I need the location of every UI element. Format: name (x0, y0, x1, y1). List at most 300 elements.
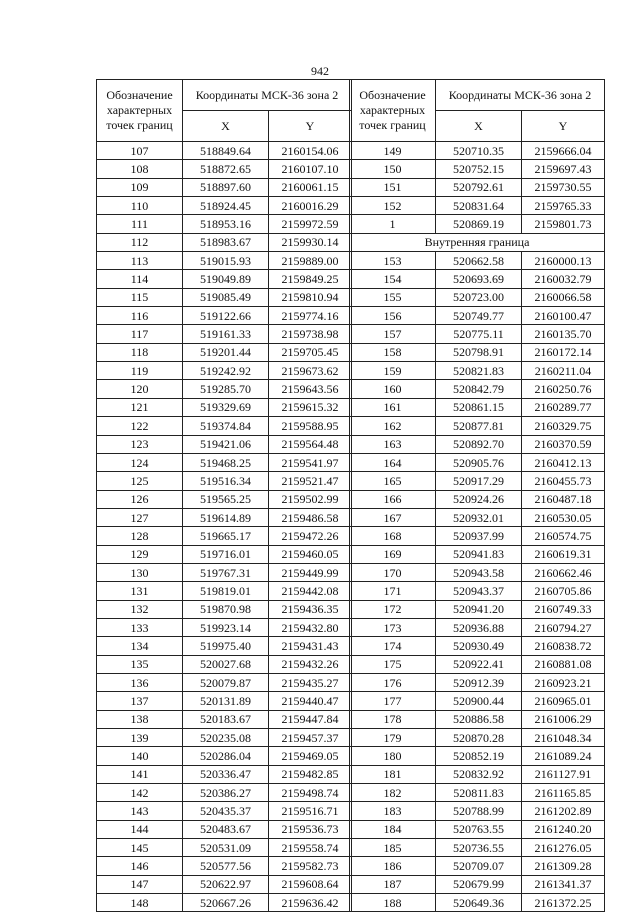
point-number: 116 (97, 307, 183, 325)
table-row (97, 380, 352, 398)
y-coordinate: 2160000.13 (522, 252, 605, 270)
point-number: 138 (97, 710, 183, 728)
y-coordinate: 2161202.89 (522, 802, 605, 820)
point-number: 156 (350, 307, 436, 325)
y-coordinate: 2159435.27 (269, 673, 352, 691)
point-number: 123 (97, 435, 183, 453)
point-number: 143 (97, 802, 183, 820)
y-coordinate: 2159431.43 (269, 637, 352, 655)
x-coordinate: 520821.83 (436, 362, 522, 380)
table-row (350, 563, 605, 581)
table-row (97, 270, 352, 288)
table-row (97, 563, 352, 581)
point-number: 152 (350, 197, 436, 215)
x-coordinate: 520842.79 (436, 380, 522, 398)
y-coordinate: 2161127.91 (522, 765, 605, 783)
y-coordinate: 2159666.04 (522, 142, 605, 160)
y-coordinate: 2160794.27 (522, 618, 605, 636)
point-number: 176 (350, 673, 436, 691)
y-coordinate: 2159889.00 (269, 252, 352, 270)
y-coordinate: 2159486.58 (269, 508, 352, 526)
table-row (97, 600, 352, 618)
x-coordinate: 520943.58 (436, 563, 522, 581)
y-coordinate: 2159498.74 (269, 784, 352, 802)
y-coordinate: 2160329.75 (522, 417, 605, 435)
point-number: 181 (350, 765, 436, 783)
table-row (350, 435, 605, 453)
table-row (350, 472, 605, 490)
x-coordinate: 518849.64 (183, 142, 269, 160)
point-number: 180 (350, 747, 436, 765)
point-number: 134 (97, 637, 183, 655)
point-number: 163 (350, 435, 436, 453)
table-row (97, 637, 352, 655)
x-coordinate: 520937.99 (436, 527, 522, 545)
y-coordinate: 2160250.76 (522, 380, 605, 398)
point-number: 142 (97, 784, 183, 802)
y-coordinate: 2159457.37 (269, 729, 352, 747)
y-header: Y (522, 111, 605, 142)
table-row (350, 894, 605, 912)
point-number: 124 (97, 453, 183, 471)
point-number: 183 (350, 802, 436, 820)
point-designation-header: Обозначение характерных точек границ (97, 80, 183, 142)
table-row (350, 839, 605, 857)
inner-boundary-label: Внутренняя граница (350, 233, 605, 251)
y-coordinate: 2161165.85 (522, 784, 605, 802)
table-row (350, 160, 605, 178)
x-coordinate: 520886.58 (436, 710, 522, 728)
x-coordinate: 519015.93 (183, 252, 269, 270)
point-number: 182 (350, 784, 436, 802)
point-number: 148 (97, 894, 183, 912)
point-number: 149 (350, 142, 436, 160)
table-row (350, 343, 605, 361)
x-coordinate: 519716.01 (183, 545, 269, 563)
x-coordinate: 520131.89 (183, 692, 269, 710)
y-coordinate: 2160881.08 (522, 655, 605, 673)
x-coordinate: 520577.56 (183, 857, 269, 875)
table-row (97, 325, 352, 343)
point-number: 144 (97, 820, 183, 838)
x-coordinate: 519468.25 (183, 453, 269, 471)
point-number: 161 (350, 398, 436, 416)
table-row (97, 398, 352, 416)
y-coordinate: 2159705.45 (269, 343, 352, 361)
table-row (350, 178, 605, 196)
table-row (350, 747, 605, 765)
y-coordinate: 2160032.79 (522, 270, 605, 288)
y-coordinate: 2160061.15 (269, 178, 352, 196)
x-coordinate: 520435.37 (183, 802, 269, 820)
table-row (350, 655, 605, 673)
table-row (350, 875, 605, 893)
point-number: 179 (350, 729, 436, 747)
table-row (97, 435, 352, 453)
y-coordinate: 2159432.80 (269, 618, 352, 636)
y-coordinate: 2159765.33 (522, 197, 605, 215)
point-number: 186 (350, 857, 436, 875)
point-number: 185 (350, 839, 436, 857)
y-coordinate: 2160100.47 (522, 307, 605, 325)
left-table-body (97, 142, 352, 912)
x-coordinate: 520679.99 (436, 875, 522, 893)
table-row (350, 325, 605, 343)
y-coordinate: 2159564.48 (269, 435, 352, 453)
y-coordinate: 2160172.14 (522, 343, 605, 361)
point-number: 108 (97, 160, 183, 178)
coordinates-header: Координаты МСК-36 зона 2 (183, 80, 352, 111)
x-coordinate: 519285.70 (183, 380, 269, 398)
y-coordinate: 2160135.70 (522, 325, 605, 343)
x-coordinate: 520861.15 (436, 398, 522, 416)
point-designation-header: Обозначение характерных точек границ (350, 80, 436, 142)
y-coordinate: 2159738.98 (269, 325, 352, 343)
point-number: 118 (97, 343, 183, 361)
x-coordinate: 519049.89 (183, 270, 269, 288)
table-row (350, 729, 605, 747)
table-row (97, 673, 352, 691)
table-row (97, 692, 352, 710)
x-coordinate: 520912.39 (436, 673, 522, 691)
table-row (350, 582, 605, 600)
x-coordinate: 520667.26 (183, 894, 269, 912)
x-coordinate: 518897.60 (183, 178, 269, 196)
table-row (97, 527, 352, 545)
y-coordinate: 2159643.56 (269, 380, 352, 398)
y-coordinate: 2159730.55 (522, 178, 605, 196)
y-coordinate: 2159541.97 (269, 453, 352, 471)
table-row (97, 160, 352, 178)
point-number: 129 (97, 545, 183, 563)
table-row (97, 307, 352, 325)
y-coordinate: 2159469.05 (269, 747, 352, 765)
x-coordinate: 519975.40 (183, 637, 269, 655)
x-coordinate: 520752.15 (436, 160, 522, 178)
table-row (350, 600, 605, 618)
table-row (97, 839, 352, 857)
x-coordinate: 520286.04 (183, 747, 269, 765)
point-number: 139 (97, 729, 183, 747)
point-number: 112 (97, 233, 183, 251)
table-row (350, 270, 605, 288)
point-number: 107 (97, 142, 183, 160)
point-number: 168 (350, 527, 436, 545)
x-coordinate: 519201.44 (183, 343, 269, 361)
point-number: 188 (350, 894, 436, 912)
table-row (350, 398, 605, 416)
y-coordinate: 2160705.86 (522, 582, 605, 600)
y-coordinate: 2160412.13 (522, 453, 605, 471)
table-row (97, 765, 352, 783)
y-coordinate: 2159482.85 (269, 765, 352, 783)
x-coordinate: 520749.77 (436, 307, 522, 325)
table-row (350, 490, 605, 508)
table-row (97, 618, 352, 636)
y-coordinate: 2160016.29 (269, 197, 352, 215)
y-coordinate: 2159449.99 (269, 563, 352, 581)
x-coordinate: 520622.97 (183, 875, 269, 893)
x-coordinate: 520917.29 (436, 472, 522, 490)
y-coordinate: 2159432.26 (269, 655, 352, 673)
y-coordinate: 2160455.73 (522, 472, 605, 490)
table-row (97, 288, 352, 306)
x-coordinate: 520900.44 (436, 692, 522, 710)
y-coordinate: 2160662.46 (522, 563, 605, 581)
point-number: 162 (350, 417, 436, 435)
table-row (350, 820, 605, 838)
point-number: 109 (97, 178, 183, 196)
table-row (97, 490, 352, 508)
point-number: 166 (350, 490, 436, 508)
x-coordinate: 520736.55 (436, 839, 522, 857)
y-coordinate: 2161372.25 (522, 894, 605, 912)
x-coordinate: 520941.20 (436, 600, 522, 618)
y-coordinate: 2160838.72 (522, 637, 605, 655)
y-coordinate: 2161276.05 (522, 839, 605, 857)
point-number: 133 (97, 618, 183, 636)
x-coordinate: 519923.14 (183, 618, 269, 636)
x-coordinate: 518924.45 (183, 197, 269, 215)
point-number: 110 (97, 197, 183, 215)
point-number: 147 (97, 875, 183, 893)
x-coordinate: 520905.76 (436, 453, 522, 471)
y-coordinate: 2159972.59 (269, 215, 352, 233)
table-row (97, 710, 352, 728)
x-coordinate: 520831.64 (436, 197, 522, 215)
y-coordinate: 2160107.10 (269, 160, 352, 178)
table-row (350, 453, 605, 471)
x-coordinate: 520941.83 (436, 545, 522, 563)
y-coordinate: 2160574.75 (522, 527, 605, 545)
y-coordinate: 2159608.64 (269, 875, 352, 893)
y-coordinate: 2159673.62 (269, 362, 352, 380)
y-coordinate: 2161006.29 (522, 710, 605, 728)
x-header: X (183, 111, 269, 142)
point-number: 167 (350, 508, 436, 526)
coordinates-table-right (349, 79, 605, 912)
point-number: 127 (97, 508, 183, 526)
point-number: 125 (97, 472, 183, 490)
point-number: 135 (97, 655, 183, 673)
y-coordinate: 2159930.14 (269, 233, 352, 251)
table-row (350, 802, 605, 820)
x-coordinate: 520811.83 (436, 784, 522, 802)
table-row (350, 362, 605, 380)
table-row (97, 453, 352, 471)
x-coordinate: 520183.67 (183, 710, 269, 728)
table-row (350, 692, 605, 710)
y-coordinate: 2160530.05 (522, 508, 605, 526)
point-number: 1 (350, 215, 436, 233)
point-number: 151 (350, 178, 436, 196)
table-row (97, 197, 352, 215)
section-row (350, 233, 605, 251)
x-coordinate: 518983.67 (183, 233, 269, 251)
y-header: Y (269, 111, 352, 142)
table-row (350, 673, 605, 691)
table-row (97, 472, 352, 490)
point-number: 131 (97, 582, 183, 600)
x-coordinate: 520922.41 (436, 655, 522, 673)
point-number: 154 (350, 270, 436, 288)
point-number: 113 (97, 252, 183, 270)
y-coordinate: 2160289.77 (522, 398, 605, 416)
table-row (97, 784, 352, 802)
x-coordinate: 520079.87 (183, 673, 269, 691)
y-coordinate: 2159636.42 (269, 894, 352, 912)
y-coordinate: 2160211.04 (522, 362, 605, 380)
table-row (350, 765, 605, 783)
y-coordinate: 2160619.31 (522, 545, 605, 563)
y-coordinate: 2159697.43 (522, 160, 605, 178)
point-number: 153 (350, 252, 436, 270)
point-number: 173 (350, 618, 436, 636)
y-coordinate: 2161240.20 (522, 820, 605, 838)
x-coordinate: 519374.84 (183, 417, 269, 435)
x-coordinate: 520932.01 (436, 508, 522, 526)
point-number: 126 (97, 490, 183, 508)
point-number: 119 (97, 362, 183, 380)
point-number: 178 (350, 710, 436, 728)
x-coordinate: 520235.08 (183, 729, 269, 747)
point-number: 145 (97, 839, 183, 857)
table-row (97, 655, 352, 673)
y-coordinate: 2159536.73 (269, 820, 352, 838)
table-row (97, 178, 352, 196)
y-coordinate: 2159810.94 (269, 288, 352, 306)
y-coordinate: 2159801.73 (522, 215, 605, 233)
point-number: 157 (350, 325, 436, 343)
x-coordinate: 519516.34 (183, 472, 269, 490)
point-number: 136 (97, 673, 183, 691)
table-row (97, 545, 352, 563)
x-coordinate: 520483.67 (183, 820, 269, 838)
table-row (97, 252, 352, 270)
y-coordinate: 2159615.32 (269, 398, 352, 416)
x-coordinate: 519870.98 (183, 600, 269, 618)
y-coordinate: 2159774.16 (269, 307, 352, 325)
x-coordinate: 520336.47 (183, 765, 269, 783)
y-coordinate: 2160923.21 (522, 673, 605, 691)
table-row (97, 215, 352, 233)
point-number: 160 (350, 380, 436, 398)
point-number: 164 (350, 453, 436, 471)
x-coordinate: 520930.49 (436, 637, 522, 655)
coordinates-header: Координаты МСК-36 зона 2 (436, 80, 605, 111)
x-coordinate: 520788.99 (436, 802, 522, 820)
x-coordinate: 520892.70 (436, 435, 522, 453)
point-number: 175 (350, 655, 436, 673)
point-number: 128 (97, 527, 183, 545)
point-number: 122 (97, 417, 183, 435)
y-coordinate: 2159440.47 (269, 692, 352, 710)
x-coordinate: 520936.88 (436, 618, 522, 636)
point-number: 137 (97, 692, 183, 710)
point-number: 172 (350, 600, 436, 618)
table-row (350, 142, 605, 160)
point-number: 158 (350, 343, 436, 361)
x-coordinate: 519767.31 (183, 563, 269, 581)
x-coordinate: 519085.49 (183, 288, 269, 306)
y-coordinate: 2160487.18 (522, 490, 605, 508)
point-number: 177 (350, 692, 436, 710)
point-number: 114 (97, 270, 183, 288)
x-coordinate: 520943.37 (436, 582, 522, 600)
point-number: 171 (350, 582, 436, 600)
table-row (97, 362, 352, 380)
table-row (350, 637, 605, 655)
table-row (97, 417, 352, 435)
table-row (350, 527, 605, 545)
table-row (97, 820, 352, 838)
point-number: 121 (97, 398, 183, 416)
x-coordinate: 518872.65 (183, 160, 269, 178)
table-row (350, 252, 605, 270)
point-number: 117 (97, 325, 183, 343)
point-number: 184 (350, 820, 436, 838)
y-coordinate: 2160154.06 (269, 142, 352, 160)
table-row (97, 343, 352, 361)
x-coordinate: 520027.68 (183, 655, 269, 673)
x-coordinate: 518953.16 (183, 215, 269, 233)
table-row (350, 288, 605, 306)
table-row (350, 710, 605, 728)
y-coordinate: 2161309.28 (522, 857, 605, 875)
y-coordinate: 2161048.34 (522, 729, 605, 747)
y-coordinate: 2159521.47 (269, 472, 352, 490)
table-row (350, 197, 605, 215)
x-coordinate: 520723.00 (436, 288, 522, 306)
point-number: 115 (97, 288, 183, 306)
y-coordinate: 2159849.25 (269, 270, 352, 288)
y-coordinate: 2159582.73 (269, 857, 352, 875)
x-coordinate: 519819.01 (183, 582, 269, 600)
x-coordinate: 520709.07 (436, 857, 522, 875)
x-coordinate: 520662.58 (436, 252, 522, 270)
x-coordinate: 520649.36 (436, 894, 522, 912)
y-coordinate: 2159502.99 (269, 490, 352, 508)
table-row (97, 582, 352, 600)
x-coordinate: 520792.61 (436, 178, 522, 196)
x-coordinate: 520531.09 (183, 839, 269, 857)
y-coordinate: 2159516.71 (269, 802, 352, 820)
x-coordinate: 520775.11 (436, 325, 522, 343)
y-coordinate: 2161089.24 (522, 747, 605, 765)
y-coordinate: 2160965.01 (522, 692, 605, 710)
x-coordinate: 519242.92 (183, 362, 269, 380)
y-coordinate: 2159436.35 (269, 600, 352, 618)
table-row (350, 618, 605, 636)
point-number: 174 (350, 637, 436, 655)
point-number: 146 (97, 857, 183, 875)
x-coordinate: 520924.26 (436, 490, 522, 508)
x-coordinate: 520852.19 (436, 747, 522, 765)
point-number: 159 (350, 362, 436, 380)
x-coordinate: 519122.66 (183, 307, 269, 325)
y-coordinate: 2160066.58 (522, 288, 605, 306)
x-coordinate: 520386.27 (183, 784, 269, 802)
table-row (350, 417, 605, 435)
table-row (350, 215, 605, 233)
y-coordinate: 2159472.26 (269, 527, 352, 545)
y-coordinate: 2159588.95 (269, 417, 352, 435)
table-row (97, 802, 352, 820)
table-row (350, 508, 605, 526)
table-row (97, 894, 352, 912)
point-number: 140 (97, 747, 183, 765)
y-coordinate: 2159442.08 (269, 582, 352, 600)
